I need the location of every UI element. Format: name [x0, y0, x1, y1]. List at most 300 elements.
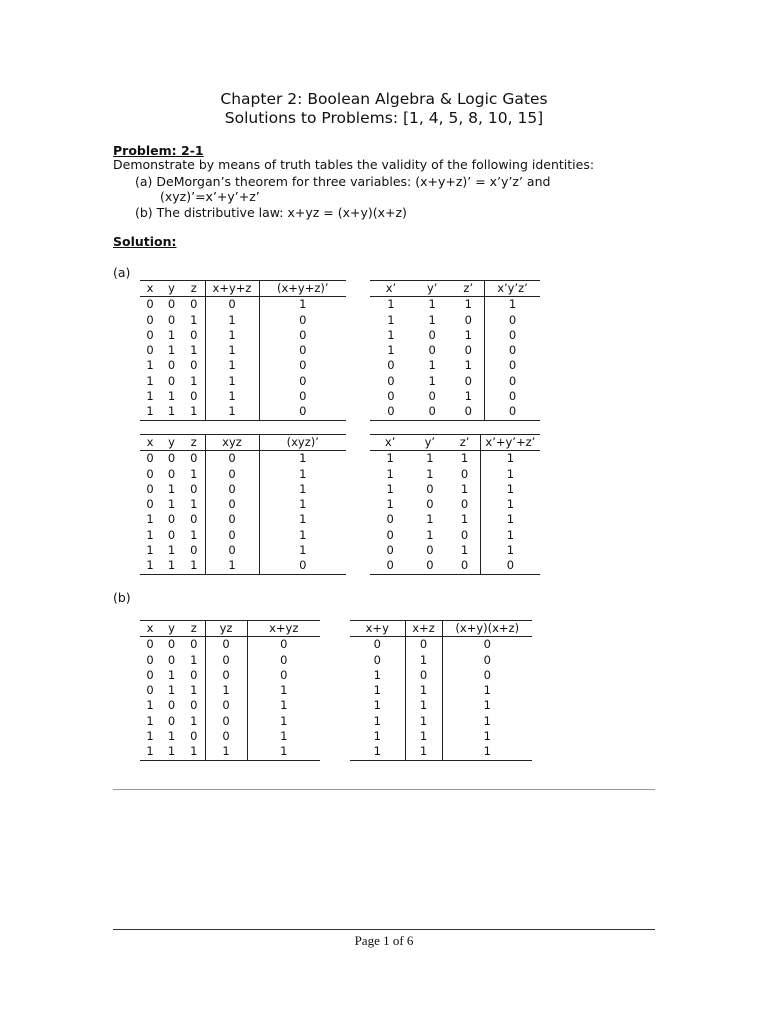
column-header: x+y+z [205, 281, 259, 297]
table-cell: 1 [183, 744, 205, 760]
column-header: xyz [205, 435, 259, 451]
table-cell: 1 [480, 482, 540, 497]
column-header: y [160, 435, 183, 451]
table-row [370, 467, 540, 482]
table-cell: 1 [373, 683, 381, 698]
table-cell: 0 [442, 637, 532, 653]
table-cell: 0 [167, 652, 176, 667]
table-header-row [140, 621, 320, 637]
table-row [370, 343, 540, 358]
table-cell: 0 [464, 312, 472, 327]
table-header-row [350, 621, 532, 637]
table-cell: 1 [426, 512, 434, 527]
table-cell: 0 [190, 297, 198, 312]
table-row [140, 482, 346, 497]
table-cell: 0 [146, 637, 154, 652]
table-row [140, 653, 320, 668]
table-cell: 1 [428, 312, 436, 327]
table-cell: 1 [480, 528, 540, 543]
column-header: (x+y+z)’ [259, 281, 346, 297]
table-row [350, 729, 532, 744]
table-cell: 0 [190, 451, 198, 466]
part-b-statement: (b) The distributive law: x+yz = (x+y)(x+z) [135, 205, 407, 220]
table-cell: 1 [167, 327, 176, 342]
table-cell: 0 [485, 313, 540, 328]
table-cell: 0 [146, 497, 154, 512]
table-cell: 0 [190, 481, 198, 496]
table-cell: 0 [247, 637, 320, 653]
column-header: yz [205, 621, 247, 637]
table-row [350, 637, 532, 653]
table-cell: 1 [205, 558, 259, 574]
table-cell: 1 [259, 497, 346, 512]
table-row [140, 698, 320, 713]
truth-table-demorgan-product [140, 434, 346, 575]
table-cell: 0 [167, 698, 176, 713]
table-cell: 0 [259, 558, 346, 574]
table-row [140, 744, 320, 760]
table-cell: 1 [205, 389, 259, 404]
table-cell: 0 [464, 343, 472, 358]
table-row [370, 404, 540, 420]
table-row [140, 637, 320, 653]
table-cell: 0 [167, 637, 176, 652]
table-cell: 1 [373, 729, 381, 744]
table-cell: 1 [442, 729, 532, 744]
table-cell: 0 [190, 358, 198, 373]
table-cell: 1 [464, 389, 472, 404]
table-cell: 1 [428, 373, 436, 388]
table-row [140, 389, 346, 404]
table-cell: 1 [259, 482, 346, 497]
table-row [140, 374, 346, 389]
table-cell: 1 [146, 713, 154, 728]
table-cell: 0 [426, 543, 434, 558]
table-cell: 1 [485, 297, 540, 313]
table-cell: 0 [205, 467, 259, 482]
table-cell: 1 [167, 481, 176, 496]
table-cell: 0 [205, 451, 259, 467]
table-cell: 1 [167, 543, 176, 558]
table-cell: 1 [190, 497, 198, 512]
table-cell: 1 [146, 358, 154, 373]
table-row [140, 543, 346, 558]
table-cell: 1 [480, 512, 540, 527]
table-cell: 0 [428, 389, 436, 404]
table-cell: 0 [190, 667, 198, 682]
table-cell: 0 [464, 373, 472, 388]
table-cell: 1 [167, 497, 176, 512]
table-cell: 0 [485, 343, 540, 358]
table-cell: 1 [205, 744, 247, 760]
table-row [140, 729, 320, 744]
table-row [370, 497, 540, 512]
column-header: x [140, 621, 160, 637]
table-cell: 1 [247, 683, 320, 698]
table-row [370, 313, 540, 328]
table-cell: 1 [190, 373, 198, 388]
table-row [140, 404, 346, 420]
column-header: x [140, 281, 160, 297]
table-cell: 0 [167, 373, 176, 388]
column-header: y [160, 281, 183, 297]
table-cell: 0 [205, 482, 259, 497]
table-cell: 1 [464, 327, 472, 342]
table-row [140, 497, 346, 512]
table-cell: 0 [146, 466, 154, 481]
table-cell: 1 [167, 729, 176, 744]
solutions-subtitle: Solutions to Problems: [1, 4, 5, 8, 10, 15] [224, 109, 544, 127]
table-cell: 0 [205, 512, 259, 527]
solution-heading: Solution: [113, 234, 177, 249]
table-cell: 1 [160, 744, 183, 760]
table-cell: 1 [480, 451, 540, 467]
table-cell: 0 [480, 558, 540, 574]
table-cell: 1 [259, 528, 346, 543]
table-cell: 1 [426, 451, 434, 466]
table-cell: 1 [480, 467, 540, 482]
table-cell: 0 [373, 652, 381, 667]
table-row [140, 451, 346, 467]
table-cell: 0 [205, 497, 259, 512]
table-cell: 0 [205, 698, 247, 713]
table-cell: 0 [190, 637, 198, 652]
table-cell: 1 [386, 466, 394, 481]
table-cell: 1 [167, 343, 176, 358]
table-cell: 1 [373, 713, 381, 728]
table-cell: 1 [442, 744, 532, 760]
table-cell: 1 [160, 404, 183, 420]
table-cell: 1 [183, 558, 205, 574]
table-cell: 0 [412, 404, 453, 420]
table-cell: 1 [146, 527, 154, 542]
table-cell: 1 [190, 312, 198, 327]
problem-heading: Problem: 2-1 [113, 143, 204, 158]
table-cell: 1 [460, 512, 469, 527]
table-cell: 0 [167, 512, 176, 527]
table-cell: 0 [428, 343, 436, 358]
table-cell: 1 [460, 481, 469, 496]
table-cell: 0 [259, 328, 346, 343]
column-header: z [183, 281, 205, 297]
table-cell: 1 [460, 451, 469, 466]
table-cell: 0 [146, 667, 154, 682]
table-cell: 1 [205, 358, 259, 373]
table-cell: 1 [428, 358, 436, 373]
table-cell: 0 [259, 313, 346, 328]
table-cell: 1 [387, 327, 395, 342]
chapter-title: Chapter 2: Boolean Algebra & Logic Gates [220, 90, 548, 108]
column-header: x+yz [247, 621, 320, 637]
table-row [370, 528, 540, 543]
table-row [370, 482, 540, 497]
table-cell: 0 [460, 466, 469, 481]
table-cell: 0 [428, 327, 436, 342]
part-a-statement: (a) DeMorgan’s theorem for three variables: (x+y+z)’ = x’y’z’ and [135, 174, 551, 189]
table-cell: 1 [190, 343, 198, 358]
table-cell: 1 [140, 558, 160, 574]
table-cell: 0 [386, 543, 394, 558]
table-header-row [140, 435, 346, 451]
table-row [140, 297, 346, 313]
table-row [140, 313, 346, 328]
truth-table-demorgan-product-complements [370, 280, 540, 421]
table-cell: 0 [190, 512, 198, 527]
column-header: x+y [350, 621, 405, 637]
table-row [370, 389, 540, 404]
table-cell: 0 [485, 358, 540, 373]
table-cell: 0 [386, 512, 394, 527]
table-row [370, 328, 540, 343]
table-row [140, 558, 346, 574]
table-cell: 0 [205, 668, 247, 683]
table-cell: 1 [140, 404, 160, 420]
table-cell: 0 [146, 481, 154, 496]
table-row [140, 683, 320, 698]
table-row [370, 558, 540, 574]
column-header: x’+y’+z’ [480, 435, 540, 451]
table-cell: 0 [373, 637, 381, 652]
table-cell: 0 [205, 729, 247, 744]
column-header: z’ [453, 281, 485, 297]
column-header: x+z [405, 621, 442, 637]
table-cell: 1 [190, 527, 198, 542]
table-row [140, 528, 346, 543]
column-header: y’ [412, 281, 453, 297]
table-cell: 1 [190, 713, 198, 728]
table-cell: 0 [190, 729, 198, 744]
table-cell: 0 [146, 327, 154, 342]
column-header: y [160, 621, 183, 637]
table-cell: 1 [167, 683, 176, 698]
table-cell: 1 [387, 343, 395, 358]
table-cell: 1 [386, 497, 394, 512]
column-header: z [183, 435, 205, 451]
column-header: z [183, 621, 205, 637]
table-cell: 1 [205, 683, 247, 698]
table-cell: 0 [205, 543, 259, 558]
table-cell: 0 [387, 358, 395, 373]
table-cell: 0 [485, 328, 540, 343]
table-row [350, 698, 532, 713]
table-header-row [140, 281, 346, 297]
table-cell: 0 [146, 652, 154, 667]
table-cell: 0 [387, 389, 395, 404]
table-cell: 0 [190, 327, 198, 342]
table-cell: 1 [190, 683, 198, 698]
table-cell: 1 [405, 653, 442, 668]
table-cell: 0 [387, 373, 395, 388]
table-cell: 1 [442, 683, 532, 698]
table-cell: 0 [405, 637, 442, 653]
truth-table-distributive-left [140, 620, 320, 761]
table-cell: 1 [146, 729, 154, 744]
table-cell: 1 [259, 467, 346, 482]
table-row [140, 358, 346, 373]
truth-table-demorgan-sum [140, 280, 346, 421]
table-cell: 1 [190, 466, 198, 481]
table-cell: 0 [410, 558, 449, 574]
page-number: Page 1 of 6 [354, 933, 414, 948]
table-cell: 1 [247, 744, 320, 760]
table-cell: 0 [259, 343, 346, 358]
table-row [370, 374, 540, 389]
table-row [140, 668, 320, 683]
table-cell: 1 [259, 451, 346, 467]
column-header: x’y’z’ [485, 281, 540, 297]
table-cell: 1 [146, 373, 154, 388]
table-cell: 1 [426, 527, 434, 542]
table-row [140, 343, 346, 358]
table-cell: 1 [386, 451, 394, 466]
table-cell: 1 [373, 698, 381, 713]
table-cell: 0 [426, 481, 434, 496]
table-cell: 1 [146, 389, 154, 404]
table-cell: 1 [259, 512, 346, 527]
table-cell: 0 [190, 543, 198, 558]
table-cell: 0 [205, 297, 259, 313]
table-row [350, 668, 532, 683]
table-cell: 1 [140, 744, 160, 760]
table-cell: 0 [146, 312, 154, 327]
table-cell: 1 [247, 698, 320, 713]
table-cell: 0 [146, 297, 154, 312]
table-cell: 0 [259, 374, 346, 389]
table-cell: 1 [205, 404, 259, 420]
table-cell: 0 [259, 389, 346, 404]
table-cell: 1 [405, 714, 442, 729]
table-row [370, 512, 540, 527]
table-cell: 1 [146, 698, 154, 713]
table-header-row [370, 435, 540, 451]
table-cell: 0 [146, 451, 154, 466]
table-cell: 1 [167, 389, 176, 404]
table-cell: 0 [370, 404, 412, 420]
table-cell: 0 [146, 343, 154, 358]
table-cell: 1 [350, 744, 405, 760]
table-cell: 1 [426, 466, 434, 481]
table-cell: 0 [485, 404, 540, 420]
table-cell: 0 [205, 714, 247, 729]
table-cell: 1 [387, 297, 395, 312]
table-cell: 0 [247, 668, 320, 683]
table-cell: 0 [485, 374, 540, 389]
part-b-label: (b) [113, 590, 131, 605]
table-cell: 0 [205, 637, 247, 653]
table-cell: 0 [460, 497, 469, 512]
table-cell: 0 [167, 527, 176, 542]
table-cell: 0 [386, 527, 394, 542]
table-cell: 0 [442, 668, 532, 683]
table-cell: 1 [464, 358, 472, 373]
table-cell: 0 [167, 466, 176, 481]
column-header: x’ [370, 435, 410, 451]
table-row [350, 714, 532, 729]
table-cell: 1 [247, 729, 320, 744]
table-cell: 0 [146, 683, 154, 698]
part-a-label: (a) [113, 265, 131, 280]
table-row [350, 744, 532, 760]
table-cell: 0 [167, 358, 176, 373]
column-header: x’ [370, 281, 412, 297]
table-row [370, 358, 540, 373]
table-cell: 0 [460, 527, 469, 542]
table-cell: 0 [453, 404, 485, 420]
table-cell: 1 [405, 744, 442, 760]
table-cell: 1 [428, 297, 436, 312]
table-cell: 1 [183, 404, 205, 420]
table-cell: 1 [464, 297, 472, 312]
table-cell: 1 [373, 667, 381, 682]
table-row [370, 543, 540, 558]
truth-table-demorgan-sum-complements [370, 434, 540, 575]
table-row [370, 297, 540, 313]
problem-statement: Demonstrate by means of truth tables the validity of the following identities: [113, 157, 595, 172]
table-header-row [370, 281, 540, 297]
table-cell: 1 [205, 374, 259, 389]
table-cell: 0 [167, 297, 176, 312]
table-row [370, 451, 540, 467]
table-cell: 0 [449, 558, 480, 574]
table-row [140, 467, 346, 482]
table-cell: 0 [167, 451, 176, 466]
table-cell: 0 [259, 358, 346, 373]
table-cell: 1 [442, 698, 532, 713]
footer-rule [113, 929, 655, 930]
table-cell: 1 [480, 497, 540, 512]
table-row [350, 683, 532, 698]
table-cell: 1 [247, 714, 320, 729]
section-divider [113, 789, 655, 790]
table-cell: 1 [205, 313, 259, 328]
table-cell: 0 [167, 312, 176, 327]
table-cell: 1 [405, 698, 442, 713]
table-cell: 1 [205, 328, 259, 343]
table-cell: 0 [247, 653, 320, 668]
table-cell: 0 [442, 653, 532, 668]
table-cell: 1 [160, 558, 183, 574]
table-cell: 0 [370, 558, 410, 574]
table-row [350, 653, 532, 668]
table-cell: 1 [146, 512, 154, 527]
table-cell: 1 [480, 543, 540, 558]
table-cell: 1 [205, 343, 259, 358]
table-row [140, 714, 320, 729]
table-row [140, 328, 346, 343]
table-cell: 0 [405, 668, 442, 683]
table-cell: 0 [167, 713, 176, 728]
table-cell: 1 [387, 312, 395, 327]
table-cell: 1 [460, 543, 469, 558]
table-cell: 0 [190, 389, 198, 404]
table-cell: 1 [190, 652, 198, 667]
column-header: y’ [410, 435, 449, 451]
table-cell: 0 [259, 404, 346, 420]
part-a-statement-cont: (xyz)’=x’+y’+z’ [160, 189, 260, 204]
table-cell: 0 [426, 497, 434, 512]
table-cell: 1 [386, 481, 394, 496]
table-cell: 1 [405, 729, 442, 744]
column-header: (x+y)(x+z) [442, 621, 532, 637]
column-header: x [140, 435, 160, 451]
table-cell: 1 [146, 543, 154, 558]
table-cell: 0 [485, 389, 540, 404]
column-header: (xyz)’ [259, 435, 346, 451]
column-header: z’ [449, 435, 480, 451]
table-cell: 0 [205, 653, 247, 668]
table-cell: 1 [259, 543, 346, 558]
table-cell: 1 [259, 297, 346, 313]
